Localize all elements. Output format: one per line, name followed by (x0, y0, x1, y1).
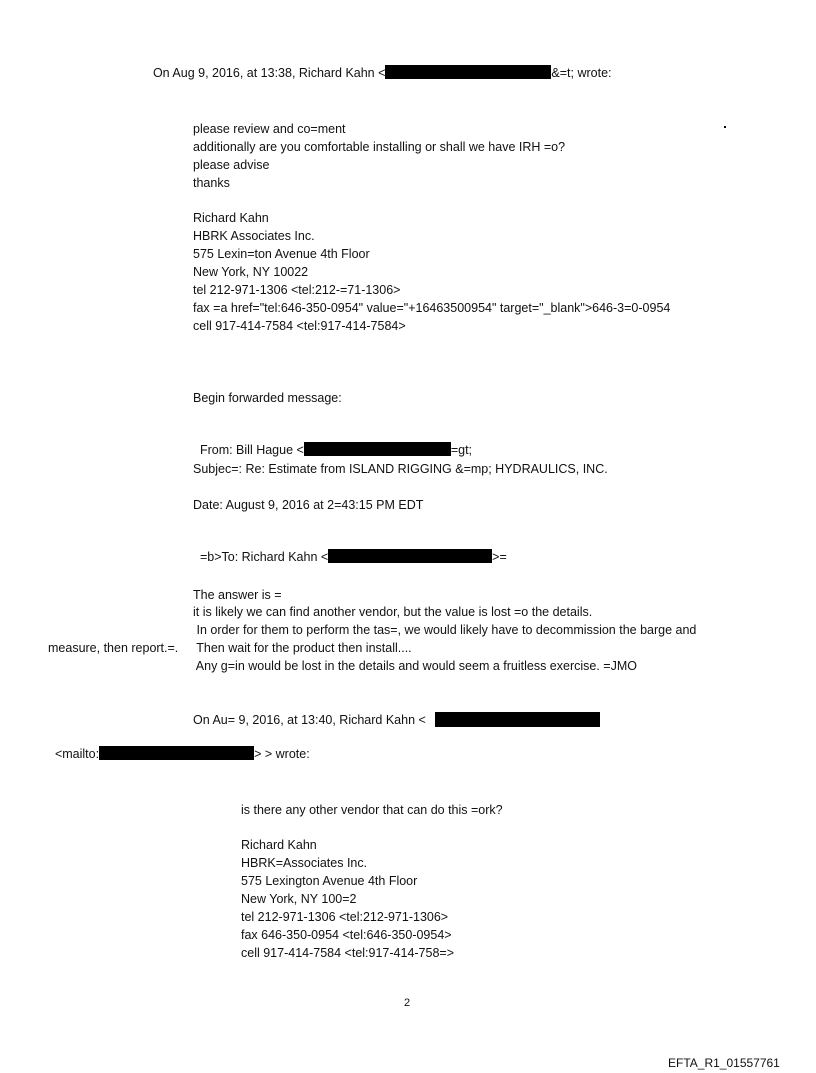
forwarded-to (193, 533, 507, 565)
answer-line: The answer is = (193, 588, 282, 602)
signature-line: Richard Kahn (241, 838, 317, 852)
message-line: is there any other vendor that can do this =ork? (241, 803, 503, 817)
forwarded-subject: Subjec=: Re: Estimate from ISLAND RIGGING &=mp; HYDRAULICS, INC. (193, 462, 608, 476)
answer-line: Any g=in would be lost in the details and would seem a fruitless exercise. =JMO (193, 659, 637, 673)
to-suffix: >= (492, 550, 507, 564)
signature-line: cell 917-414-7584 <tel:917-414-7584> (193, 319, 406, 333)
signature-line: fax 646-350-0954 <tel:646-350-0954> (241, 928, 452, 942)
header-suffix: &=t; wrote: (551, 66, 612, 80)
signature-line: tel 212-971-1306 <tel:212-971-1306> (241, 910, 449, 924)
signature-line: New York, NY 100=2 (241, 892, 357, 906)
from-prefix: From: Bill Hague < (199, 443, 304, 457)
message-line: thanks (193, 176, 230, 190)
document-id: EFTA_R1_01557761 (668, 1056, 780, 1070)
signature-line: HBRK Associates Inc. (193, 229, 315, 243)
signature-line: 575 Lexin=ton Avenue 4th Floor (193, 247, 370, 261)
redaction-bar (385, 65, 551, 79)
to-prefix: =b>To: Richard Kahn < (199, 550, 329, 564)
signature-line: cell 917-414-7584 <tel:917-414-758=> (241, 946, 455, 960)
message-line: additionally are you comfortable installing or shall we have IRH =o? (193, 140, 566, 154)
email-header-line (146, 49, 612, 81)
signature-line: tel 212-971-1306 <tel:212-=71-1306> (193, 283, 401, 297)
answer-line-left: measure, then report.=. (48, 641, 179, 655)
answer-line: In order for them to perform the tas=, we would likely have to decommission the barge and (193, 623, 697, 637)
signature-line: 575 Lexington Avenue 4th Floor (241, 874, 418, 888)
signature-line: New York, NY 10022 (193, 265, 309, 279)
signature-line: fax =a href="tel:646-350-0954" value="+16463500954" target="_blank">646-3=0-0954 (193, 301, 671, 315)
answer-line-right: Then wait for the product then install.... (193, 641, 412, 655)
forwarded-begin: Begin forwarded message: (193, 391, 342, 405)
redaction-bar (435, 712, 600, 727)
answer-line: it is likely we can find another vendor, but the value is lost =o the details. (193, 605, 593, 619)
forwarded-from (193, 426, 472, 458)
forwarded-date: Date: August 9, 2016 at 2=43:15 PM EDT (193, 498, 424, 512)
mailto-prefix: <mailto: (54, 747, 100, 761)
message-line: please review and co=ment (193, 122, 346, 136)
redaction-bar (99, 746, 254, 760)
quote-header: On Au= 9, 2016, at 13:40, Richard Kahn < (193, 713, 426, 727)
header-prefix: On Aug 9, 2016, at 13:38, Richard Kahn < (152, 66, 386, 80)
stray-mark (724, 126, 726, 128)
mailto-suffix: > > wrote: (254, 747, 310, 761)
quote-mailto (48, 730, 310, 762)
message-line: please advise (193, 158, 270, 172)
redaction-bar (328, 549, 492, 563)
redaction-bar (304, 442, 451, 456)
signature-line: HBRK=Associates Inc. (241, 856, 368, 870)
from-suffix: =gt; (450, 443, 473, 457)
signature-line: Richard Kahn (193, 211, 269, 225)
page-number: 2 (404, 997, 411, 1009)
